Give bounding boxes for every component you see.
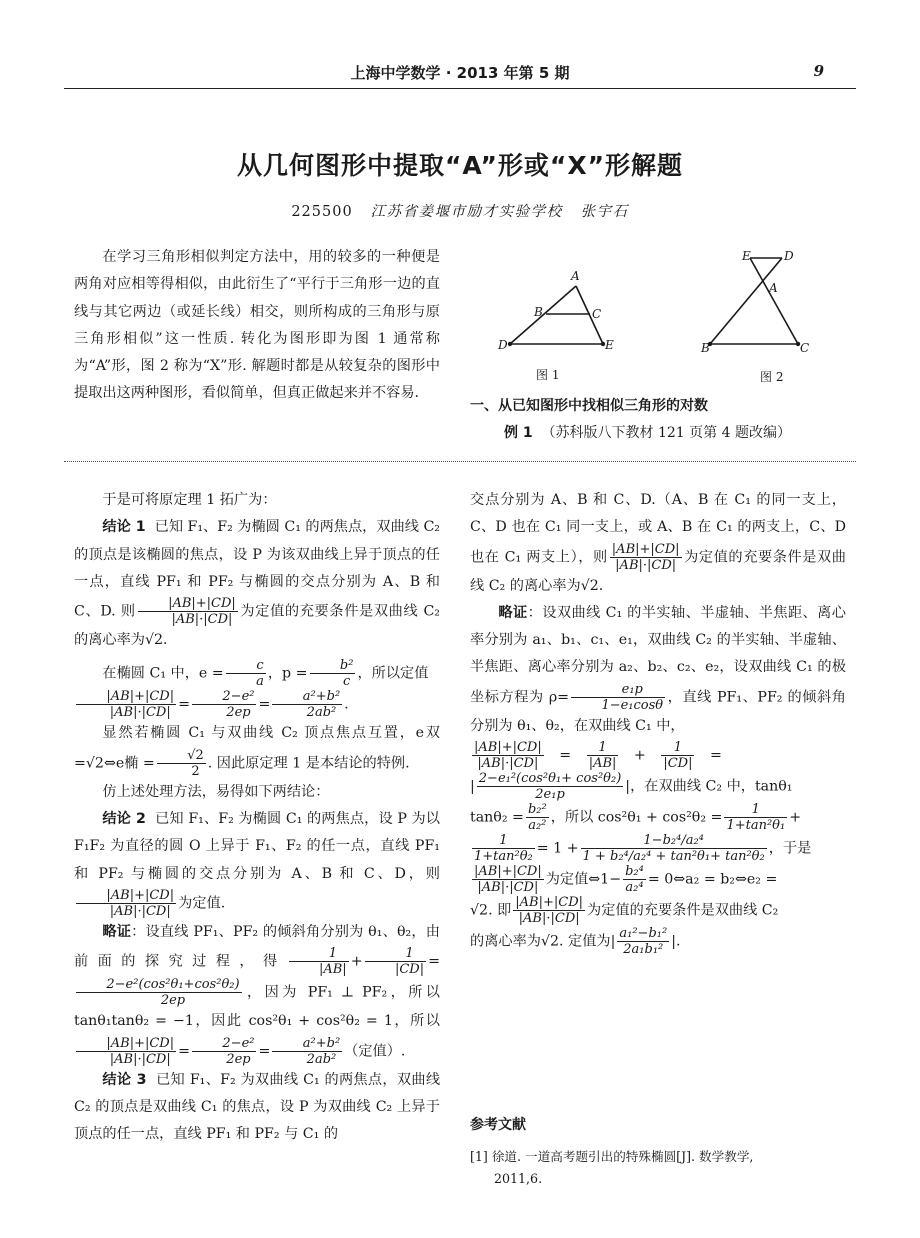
lc-p2-f1-den: |AB|·|CD| bbox=[109, 705, 171, 721]
conclusion-3-label: 结论 3 bbox=[102, 1071, 147, 1088]
rc-proof bbox=[470, 600, 846, 740]
rc-p7-f2 bbox=[623, 864, 646, 895]
rc-p5-a: tanθ₂ = bbox=[470, 809, 524, 826]
rc-p7-f2-den: a₂⁴ bbox=[625, 880, 644, 896]
rc-p6-f2-num: 1−b₂⁴/a₂⁴ bbox=[581, 833, 767, 849]
lc-p3-num: √2 bbox=[157, 748, 206, 764]
lc-p1: 于是可将原定理 1 拓广为： bbox=[102, 492, 277, 508]
rc-p3-f3-num: 1 bbox=[661, 740, 694, 756]
c1-frac-num: |AB|+|CD| bbox=[138, 596, 238, 612]
rc-p1 bbox=[470, 487, 846, 600]
rc-p8-den: |AB|·|CD| bbox=[518, 911, 580, 927]
conclusion-1-text-a: 已知 F₁、F₂ 为椭圆 C₁ 的两焦点，双曲线 C₂ 的顶点是该椭圆的焦点，设 P 为该双曲线上异于顶点的任一点，直线 PF₁ 和 PF₂ 与椭圆的交点分别为 A、B 和 C、D. 则 bbox=[74, 519, 440, 620]
rc-p5-b: ，所以 cos²θ₁ + cos²θ₂ = bbox=[550, 809, 723, 826]
lc-p3-b: . 因此原定理 1 是本结论的特例. bbox=[207, 755, 410, 772]
proof-2-label: 略证 bbox=[102, 923, 132, 940]
rc-p5-f2-den: 1+tan²θ₁ bbox=[726, 818, 786, 834]
rc-p9-den: 2a₁b₁² bbox=[623, 942, 664, 958]
lc-p3-frac bbox=[157, 748, 206, 779]
rc-p7-a: 为定值⇔1− bbox=[545, 871, 622, 888]
lc-p2-c: ，所以定值 bbox=[357, 665, 429, 682]
rc-p4-b: ，在双曲线 C₂ 中，tanθ₁ bbox=[630, 778, 793, 795]
lc-p2-f2-num: 2−e² bbox=[192, 689, 256, 705]
c2-frac-den: |AB|·|CD| bbox=[109, 903, 171, 919]
proof-2-f6-num: a²+b² bbox=[272, 1036, 342, 1052]
fig2-label-E: E bbox=[742, 249, 751, 263]
proof-2-f4-num: |AB|+|CD| bbox=[76, 1036, 176, 1052]
fig2-line-EC bbox=[750, 258, 798, 344]
rc-p8 bbox=[470, 895, 846, 926]
left-column bbox=[74, 487, 440, 1148]
rc-p1-b: 为定值的充要条件是双曲线 C₂ 的离心率为√2. bbox=[470, 549, 846, 594]
intro-paragraph: 在学习三角形相似判定方法中，用的较多的一种便是两角对应相等得相似，由此衍生了“平行于三角形一边的直线与其它两边（或延长线）相交，则所构成的三角形与原三角形相似”这一性质. 转化为图形即为图 1 通常称为“A”形，图 2 称为“X”形. 解题时都是从较复杂的图形中提取出这两种图形，看似简单，但真正做起来并不容易. bbox=[74, 249, 440, 402]
example-label: 例 1 bbox=[504, 425, 533, 441]
rc-p8-b: 为定值的充要条件是双曲线 C₂ bbox=[587, 902, 779, 919]
rc-p3-f1-den: |AB|·|CD| bbox=[477, 756, 539, 772]
conclusion-2 bbox=[74, 806, 440, 919]
article-title: 从几何图形中提取“A”形或“X”形解题 bbox=[236, 151, 684, 180]
conclusion-1-text-b: 为定值的充要条件是双曲线 C₂ 的离心率为√2. bbox=[74, 603, 440, 649]
conclusion-2-text-b: 为定值. bbox=[178, 895, 226, 912]
lc-p2-frac1 bbox=[76, 689, 176, 720]
rc-p8-frac bbox=[513, 895, 585, 926]
lc-p3-den: 2 bbox=[191, 763, 200, 779]
proof-2-f5-num: 2−e² bbox=[192, 1036, 256, 1052]
rc-p6-a: = 1 + bbox=[536, 840, 579, 857]
rc-p1-num: |AB|+|CD| bbox=[611, 541, 680, 557]
journal-title: 上海中学数学 · 2013 年第 5 期 bbox=[350, 64, 570, 82]
rc-p6-f2-den: 1 + b₂⁴/a₂⁴ + tan²θ₁+ tan²θ₂ bbox=[582, 849, 765, 865]
rc-p7-f1 bbox=[472, 864, 544, 895]
author-affiliation: 江苏省姜堰市励才实验学校 bbox=[370, 204, 563, 220]
rc-p3: $\frac{|AB|+|CD|}{|AB|\cdot|CD|}$ = $\frac{1}{|AB|}$ + $\frac{1}{|CD|}$ = bbox=[474, 740, 722, 772]
rc-p2-b: ，直线 PF₁、PF₂ 的倾斜角分别为 θ₁、θ₂，在双曲线 C₁ 中， bbox=[470, 689, 846, 734]
rc-p3-f3 bbox=[661, 740, 694, 771]
proof-2-f4-den: |AB|·|CD| bbox=[109, 1051, 171, 1067]
proof-2: 略证：设直线 PF₁、PF₂ 的倾斜角分别为 θ₁、θ₂，由前面的探究过程，得 $\frac{1}{|AB|}$ + $\frac{1}{|CD|}$ = $\frac{\text{2−e²(cos²θ₁+cos²θ₂)}}{2ep}$ ，因为 PF₁ ⊥ PF₂，所以 tanθ₁tanθ₂ = −1，因此 cos²θ₁ + cos²θ₂ = 1，所以 $\frac{|AB|+|CD|}{|AB|\cdot|CD|}$ = $\frac{\text{2−e²}}{2ep}$ = $\frac{\text{a²+b²}}{\text{2ab²}}$ （定值）. bbox=[74, 923, 440, 1067]
rc-p6-f1-den: 1+tan²θ₂ bbox=[474, 849, 533, 865]
figure-drawing bbox=[470, 249, 850, 398]
lc-p2-f2-den: 2ep bbox=[226, 705, 251, 721]
fig1-point-D bbox=[508, 342, 512, 346]
rc-p3-f1-num: |AB|+|CD| bbox=[474, 740, 542, 756]
lc-p2-f3-den: 2ab² bbox=[306, 705, 337, 721]
rc-p6-b: ，于是 bbox=[768, 840, 812, 857]
rc-p4-frac bbox=[477, 771, 624, 802]
page-number: 9 bbox=[813, 62, 824, 80]
rc-p5: tanθ₂ = $\frac{\text{b₂²}}{\text{a₂²}}$ ，所以 cos²θ₁ + cos²θ₂ = $\frac{1}{\text{1+tan²θ₁}}$ + bbox=[470, 802, 802, 834]
reference-1-line-2: 2011,6. bbox=[494, 1171, 543, 1186]
rc-p6-f2 bbox=[581, 833, 767, 864]
rc-p7-f2-num: b₂⁴ bbox=[625, 864, 644, 880]
rc-p6 bbox=[470, 833, 846, 864]
example-text: （苏科版八下教材 121 页第 4 题改编） bbox=[541, 425, 791, 441]
fig1-label-E: E bbox=[605, 338, 614, 352]
fig2-label-C: C bbox=[800, 341, 810, 355]
conclusion-3 bbox=[74, 1067, 440, 1149]
rc-p7-den: |AB|·|CD| bbox=[477, 880, 539, 896]
c2-frac-num: |AB|+|CD| bbox=[76, 888, 176, 904]
proof-2-f2 bbox=[365, 946, 427, 977]
lc-p2-frac2 bbox=[192, 689, 256, 720]
c1-frac-den: |AB|·|CD| bbox=[171, 612, 233, 628]
rc-p4-num: 2−e₁²(cos²θ₁+ cos²θ₂) bbox=[478, 771, 622, 787]
section-heading: 一、从已知图形中找相似三角形的对数 bbox=[470, 398, 708, 414]
rc-p6-f1-num: 1 bbox=[472, 833, 535, 849]
proof-2-f1-den: |AB| bbox=[318, 962, 347, 978]
right-column bbox=[470, 487, 846, 957]
fig2-label-D: D bbox=[784, 249, 794, 263]
rc-p3-f2-den: |AB| bbox=[588, 756, 617, 772]
conclusion-3-text: 已知 F₁、F₂ 为双曲线 C₁ 的两焦点，双曲线 C₂ 的顶点是双曲线 C₁ 的焦点，设 P 为双曲线 C₂ 上异于顶点的任一点，直线 PF₁ 和 PF₂ 与 C₁ 的 bbox=[74, 1071, 441, 1143]
p-fraction bbox=[310, 658, 356, 689]
e-frac-num: c bbox=[226, 658, 266, 674]
fig2-caption: 图 2 bbox=[760, 370, 784, 384]
proof-2-f1 bbox=[289, 946, 349, 977]
rc-p6-f1 bbox=[472, 833, 535, 864]
fig1-caption: 图 1 bbox=[536, 368, 560, 382]
proof-2-f3-den: 2ep bbox=[160, 993, 186, 1009]
fig2-line-DB bbox=[710, 258, 782, 344]
conclusion-1 bbox=[74, 514, 440, 654]
e-fraction bbox=[226, 658, 266, 689]
proof-2-f3-num: 2−e²(cos²θ₁+cos²θ₂) bbox=[76, 977, 242, 993]
fig2-label-A: A bbox=[769, 281, 778, 295]
rc-p9-a: 的离心率为√2. 定值为 bbox=[470, 933, 611, 950]
e-frac-den: a bbox=[256, 674, 264, 690]
proof-2-b: ，因为 PF₁ ⊥ PF₂，所以 tanθ₁tanθ₂ = −1，因此 cos²θ₁ + cos²θ₂ = 1，所以 bbox=[74, 984, 440, 1030]
proof-2-f5-den: 2ep bbox=[226, 1051, 251, 1067]
proof-2-f3 bbox=[76, 977, 242, 1008]
rc-p9-num: a₁²−b₁² bbox=[619, 926, 668, 942]
header-rule bbox=[64, 88, 856, 89]
conclusion-2-text-a: 已知 F₁、F₂ 为椭圆 C₁ 的两焦点，设 P 为以 F₁F₂ 为直径的圆 O 上异于 F₁、F₂ 的任一点，直线 PF₁ 和 PF₂ 与椭圆的交点分别为 A、B 和 C、D，则 bbox=[74, 811, 440, 882]
rc-p5-f1 bbox=[526, 802, 549, 833]
references-list bbox=[470, 1146, 850, 1190]
rc-p4: | $\frac{\text{2−e₁²(cos²θ₁+ cos²θ₂)}}{\text{2e₁p}}$ |，在双曲线 C₂ 中，tanθ₁ bbox=[470, 771, 793, 803]
rc-p2-den: 1−e₁cosθ bbox=[601, 697, 664, 713]
rc-p9-frac bbox=[617, 926, 669, 957]
rc-p7-num: |AB|+|CD| bbox=[474, 864, 542, 880]
fig2-label-B: B bbox=[701, 341, 710, 355]
references-heading: 参考文献 bbox=[470, 1117, 526, 1133]
c1-fraction bbox=[138, 596, 238, 627]
proof-2-f2-den: |CD| bbox=[394, 962, 425, 978]
lc-p2-f1-num: |AB|+|CD| bbox=[76, 689, 176, 705]
postal-code: 225500 bbox=[291, 204, 353, 220]
fig1-label-A: A bbox=[571, 269, 580, 283]
running-header bbox=[0, 58, 920, 88]
proof-2-c: （定值）. bbox=[344, 1043, 406, 1060]
fig1-label-C: C bbox=[592, 307, 602, 321]
lc-p2-a: 在椭圆 C₁ 中，e = bbox=[102, 665, 224, 682]
lc-p2: 在椭圆 C₁ 中，e = $\frac{c}{a}$ ，p = $\frac{\text{b²}}{c}$ ，所以定值 $\frac{|AB|+|CD|}{|AB|\cdot|CD|}$ = $\frac{\text{2−e²}}{2ep}$ = $\frac{\text{a²+b²}}{\text{2ab²}}$ . bbox=[74, 658, 440, 720]
rc-p9: 的离心率为√2. 定值为| $\frac{\text{a₁²−b₁²}}{\text{2a₁b₁²}}$ |. bbox=[470, 926, 681, 958]
fig1-label-D: D bbox=[498, 338, 508, 352]
fig1-label-B: B bbox=[534, 305, 543, 319]
rc-p4-den: 2e₁p bbox=[535, 787, 565, 803]
figures bbox=[470, 249, 850, 398]
rc-p5-f1-den: a₂² bbox=[528, 818, 547, 834]
proof-2-f6 bbox=[272, 1036, 342, 1067]
fig1-side-AD bbox=[510, 286, 576, 344]
lc-p3 bbox=[74, 720, 440, 778]
proof-2-f6-den: 2ab² bbox=[306, 1051, 337, 1067]
proof-2-f5 bbox=[192, 1036, 256, 1067]
rc-p2-frac bbox=[571, 682, 665, 713]
rc-p2-num: e₁p bbox=[571, 682, 665, 698]
reference-1-line-1: [1] 徐道. 一道高考题引出的特殊椭圆[J]. 数学教学, bbox=[470, 1149, 754, 1164]
rc-p1-den: |AB|·|CD| bbox=[615, 557, 677, 573]
section-1 bbox=[470, 393, 860, 447]
rc-p3-f2 bbox=[587, 740, 619, 771]
rc-proof-label: 略证 bbox=[498, 604, 528, 621]
c2-fraction bbox=[76, 888, 176, 919]
rc-p3-f2-num: 1 bbox=[587, 740, 619, 756]
rc-p3-f1 bbox=[472, 740, 544, 771]
rc-p7 bbox=[470, 864, 846, 895]
dotted-separator bbox=[64, 461, 856, 462]
proof-2-f2-num: 1 bbox=[365, 946, 427, 962]
rc-p8-a: √2. 即 bbox=[470, 902, 512, 919]
author-line bbox=[0, 200, 920, 221]
lc-p2-b: ，p = bbox=[267, 665, 308, 682]
lc-p2-f3-num: a²+b² bbox=[272, 689, 342, 705]
lc-p2-frac3 bbox=[272, 689, 342, 720]
rc-p5-f1-num: b₂² bbox=[527, 802, 547, 818]
rc-p5-f2 bbox=[724, 802, 787, 833]
p-frac-den: c bbox=[343, 674, 351, 690]
proof-2-f4 bbox=[76, 1036, 176, 1067]
rc-p2-a: ：设双曲线 C₁ 的半实轴、半虚轴、半焦距、离心率分别为 a₁、b₁、c₁、e₁，双曲线 C₂ 的半实轴、半虚轴、半焦距、离心率分别为 a₂、b₂、c₂、e₂，设双曲线 C₁ 的极坐标方程为 ρ= bbox=[470, 604, 846, 706]
rc-p7-b: = 0⇔a₂ = b₂⇔e₂ = bbox=[647, 871, 778, 888]
lc-p4: 仿上述处理方法，易得如下两结论： bbox=[102, 783, 330, 800]
rc-p5-f2-num: 1 bbox=[724, 802, 787, 818]
lc-p3-a: 显然若椭圆 C₁ 与双曲线 C₂ 顶点焦点互置，e双 =√2⇔e椭 = bbox=[74, 725, 440, 772]
example-line bbox=[470, 420, 860, 447]
conclusion-2-label: 结论 2 bbox=[102, 811, 146, 828]
proof-2-a: ：设直线 PF₁、PF₂ 的倾斜角分别为 θ₁、θ₂，由前面的探究过程，得 bbox=[74, 923, 440, 970]
author-name: 张宇石 bbox=[580, 204, 629, 220]
conclusion-1-label: 结论 1 bbox=[102, 519, 146, 536]
proof-2-f1-num: 1 bbox=[289, 946, 349, 962]
rc-p1-frac bbox=[610, 542, 682, 573]
rc-p8-num: |AB|+|CD| bbox=[515, 895, 584, 911]
p-frac-num: b² bbox=[310, 658, 356, 674]
rc-p1-a: 交点分别为 A、B 和 C、D.（A、B 在 C₁ 的同一支上，C、D 也在 C₁ 同一支上，或 A、B 在 C₁ 的两支上，C、D 也在 C₁ 两支上），则 bbox=[470, 492, 846, 566]
rc-p3-f3-den: |CD| bbox=[663, 756, 693, 772]
